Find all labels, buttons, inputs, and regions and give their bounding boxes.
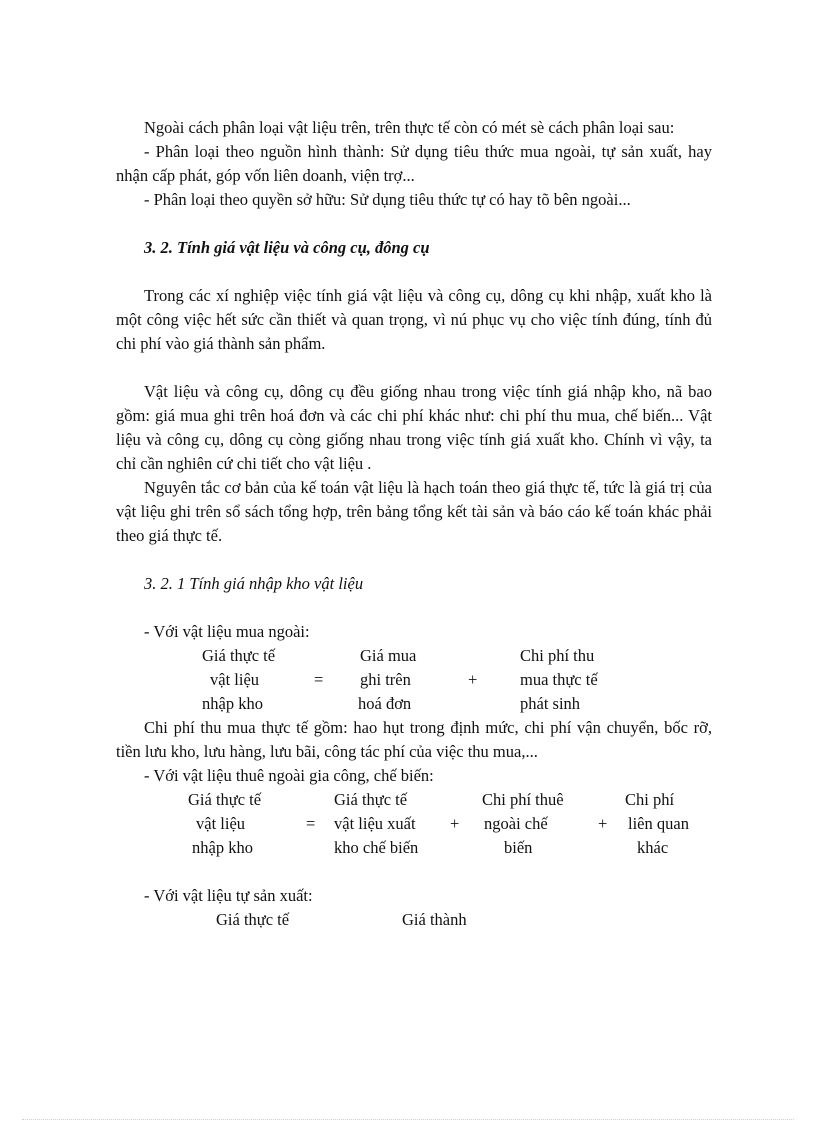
equals-sign: = bbox=[314, 670, 324, 689]
formula-term: Giá mua bbox=[360, 646, 417, 665]
formula-term: Giá thực tế bbox=[334, 790, 408, 809]
page-content bbox=[116, 116, 712, 932]
list-item-ownership: - Phân loại theo quyền sở hữu: Sử dụng tiêu thức tự có hay tõ bên ngoài... bbox=[144, 190, 631, 209]
formula-self-produced bbox=[116, 908, 712, 932]
formula-term: vật liệu bbox=[196, 814, 246, 833]
plus-sign: + bbox=[450, 814, 460, 833]
list-item-source: - Phân loại theo nguồn hình thành: Sử dụng tiêu thức mua ngoài, tự sản xuất, hay nhận cấp phát, góp vốn liên doanh, viện trợ... bbox=[116, 142, 712, 185]
formula-term: hoá đơn bbox=[358, 694, 412, 713]
formula-term: phát sinh bbox=[520, 694, 581, 713]
paragraph-pricing-intro: Trong các xí nghiệp việc tính giá vật liệu và công cụ, dông cụ khi nhập, xuất kho là một công việc hết sức cần thiết và quan trọng, vì nú phục vụ cho việc tính đúng, tính đủ chi phí vào giá thành sản phẩm. bbox=[116, 286, 712, 353]
formula-term: Chi phí thu bbox=[520, 646, 595, 665]
formula-term: ngoài chế bbox=[484, 814, 548, 833]
plus-sign: + bbox=[468, 670, 478, 689]
list-item-purchased: - Với vật liệu mua ngoài: bbox=[144, 622, 310, 641]
equals-sign: = bbox=[306, 814, 316, 833]
list-item-self-produced: - Với vật liệu tự sản xuất: bbox=[144, 886, 313, 905]
formula-term: Chi phí bbox=[625, 790, 675, 809]
formula-term: kho chế biến bbox=[334, 838, 419, 857]
formula-term: nhập kho bbox=[202, 694, 263, 713]
paragraph-principle: Nguyên tắc cơ bản của kế toán vật liệu là hạch toán theo giá thực tế, tức là giá trị của vật liệu ghi trên sổ sách tổng hợp, trên bảng tổng kết tài sản và báo cáo kế toán khác phải theo giá thực tế. bbox=[116, 478, 712, 545]
formula-term: Giá thành bbox=[402, 910, 467, 929]
formula-term: mua thực tế bbox=[520, 670, 598, 689]
formula-term: liên quan bbox=[628, 814, 689, 833]
formula-term: Giá thực tế bbox=[202, 646, 276, 665]
section-heading-3-2: 3. 2. Tính giá vật liệu và công cụ, đông cụ bbox=[144, 238, 430, 257]
section-heading-3-2-1: 3. 2. 1 Tính giá nhập kho vật liệu bbox=[144, 574, 364, 593]
paragraph-purchase-costs: Chi phí thu mua thực tế gồm: hao hụt trong định mức, chi phí vận chuyển, bốc rỡ, tiền lưu kho, lưu hàng, lưu bãi, công tác phí của việc thu mua,... bbox=[116, 718, 712, 761]
formula-term: Giá thực tế bbox=[188, 790, 262, 809]
list-item-outsourced: - Với vật liệu thuê ngoài gia công, chế biến: bbox=[144, 766, 434, 785]
formula-term: khác bbox=[637, 838, 669, 857]
formula-term: nhập kho bbox=[192, 838, 253, 857]
formula-term: Chi phí thuê bbox=[482, 790, 564, 809]
formula-term: vật liệu xuất bbox=[334, 814, 416, 833]
paragraph-intro: Ngoài cách phân loại vật liệu trên, trên thực tế còn có mét sè cách phân loại sau: bbox=[144, 118, 675, 137]
formula-term: biến bbox=[504, 838, 533, 857]
formula-term: Giá thực tế bbox=[216, 910, 290, 929]
formula-outsourced bbox=[116, 788, 712, 860]
plus-sign: + bbox=[598, 814, 608, 833]
page-bottom-border bbox=[22, 1119, 794, 1120]
paragraph-pricing-similar: Vật liệu và công cụ, dông cụ đều giống nhau trong việc tính giá nhập kho, nã bao gồm: giá mua ghi trên hoá đơn và các chi phí khác như: chi phí thu mua, chế biến... Vật liệu và công cụ, dông cụ còng giống nhau trong việc tính giá xuất kho. Chính vì vậy, ta chỉ cần nghiên cứ chi tiết cho vật liệu . bbox=[116, 382, 712, 473]
formula-term: vật liệu bbox=[210, 670, 260, 689]
formula-term: ghi trên bbox=[360, 670, 411, 689]
formula-purchased bbox=[116, 644, 712, 716]
